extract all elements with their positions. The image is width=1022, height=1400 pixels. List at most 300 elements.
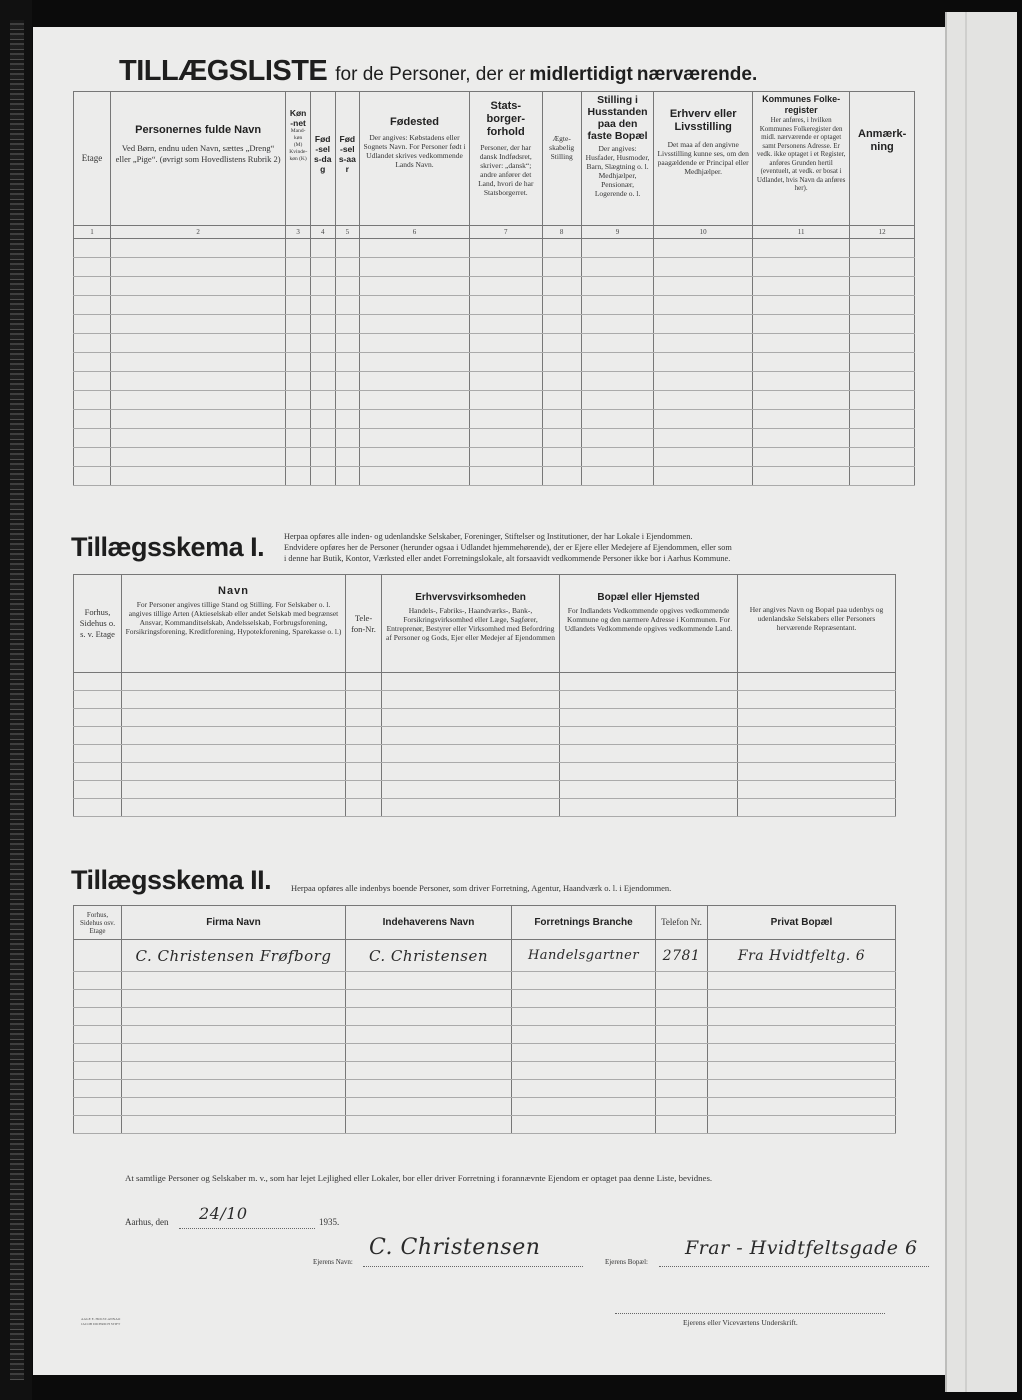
table-cell bbox=[654, 448, 752, 467]
s1-col-navn: Navn For Personer angives tillige Stand og Stilling. For Selskaber o. l. angives tillige Arten (Aktieselskab eller andet Selskab med begrænset Ansvar, Kommanditselskab, Andelsselskab, Forbrugsforening, Forsikringsforening, Kreditforening, Hypotekforening, Sparekasse o. l.) bbox=[122, 575, 346, 673]
table-cell bbox=[382, 691, 560, 709]
table-cell bbox=[346, 673, 382, 691]
table-cell bbox=[360, 334, 470, 353]
col-num: 7 bbox=[469, 226, 542, 239]
table-row bbox=[74, 334, 915, 353]
table-cell bbox=[310, 429, 335, 448]
table-cell bbox=[360, 277, 470, 296]
date-line bbox=[179, 1228, 315, 1229]
s1-col-etage: Forhus, Sidehus o. s. v. Etage bbox=[74, 575, 122, 673]
table-cell bbox=[122, 709, 346, 727]
table-cell bbox=[346, 709, 382, 727]
table-cell bbox=[512, 1116, 656, 1134]
table-cell bbox=[122, 781, 346, 799]
table-cell bbox=[469, 429, 542, 448]
table-cell bbox=[752, 296, 849, 315]
table-row bbox=[74, 799, 896, 817]
table-cell bbox=[542, 315, 581, 334]
skema2-title: Tillægsskema II. bbox=[71, 865, 272, 895]
table-cell bbox=[110, 372, 285, 391]
table-cell bbox=[286, 239, 311, 258]
table-cell bbox=[654, 296, 752, 315]
table-cell bbox=[74, 673, 122, 691]
table-cell bbox=[335, 315, 360, 334]
table-cell bbox=[360, 258, 470, 277]
table-cell bbox=[469, 239, 542, 258]
table-cell bbox=[560, 781, 738, 799]
col-num: 2 bbox=[110, 226, 285, 239]
table-cell bbox=[286, 467, 311, 486]
table-cell bbox=[122, 1062, 346, 1080]
date-handwritten: 24/10 bbox=[199, 1204, 248, 1223]
table-cell bbox=[74, 1008, 122, 1026]
table-cell bbox=[542, 239, 581, 258]
table-cell bbox=[360, 467, 470, 486]
table-row bbox=[74, 727, 896, 745]
table-cell bbox=[286, 296, 311, 315]
table-cell bbox=[656, 972, 708, 990]
col-anmaerkning: Anmærk-ning bbox=[850, 92, 915, 226]
table-cell bbox=[654, 277, 752, 296]
table-cell bbox=[286, 258, 311, 277]
table-cell bbox=[656, 1080, 708, 1098]
table-cell bbox=[310, 277, 335, 296]
table-cell bbox=[74, 799, 122, 817]
table-cell bbox=[346, 1026, 512, 1044]
table-row bbox=[74, 673, 896, 691]
col-name: Personernes fulde Navn Ved Børn, endnu uden Navn, sættes „Dreng“ eller „Pige“. (øvrigt som Hovedlistens Rubrik 2) bbox=[110, 92, 285, 226]
table-cell bbox=[74, 410, 111, 429]
s2-col-bopael: Privat Bopæl bbox=[708, 906, 896, 940]
table-row bbox=[74, 1008, 896, 1026]
table-cell bbox=[469, 410, 542, 429]
table-cell bbox=[656, 1044, 708, 1062]
table-cell bbox=[656, 1116, 708, 1134]
table-cell bbox=[74, 315, 111, 334]
table-cell bbox=[654, 353, 752, 372]
table-cell bbox=[122, 990, 346, 1008]
table-cell bbox=[738, 763, 896, 781]
table-row bbox=[74, 691, 896, 709]
table-cell bbox=[122, 1026, 346, 1044]
table-cell bbox=[310, 353, 335, 372]
table-row bbox=[74, 781, 896, 799]
table-cell bbox=[74, 277, 111, 296]
table-cell bbox=[360, 353, 470, 372]
table-cell bbox=[469, 391, 542, 410]
table-cell bbox=[738, 745, 896, 763]
table-cell bbox=[74, 972, 122, 990]
table-cell bbox=[382, 799, 560, 817]
s2-entry-branche: Handelsgartner bbox=[512, 940, 656, 972]
table-row bbox=[74, 391, 915, 410]
s2-col-firma: Firma Navn bbox=[122, 906, 346, 940]
skema1-title: Tillægsskema I. bbox=[71, 532, 265, 562]
table-cell bbox=[850, 467, 915, 486]
s2-entry-telefon: 2781 bbox=[656, 940, 708, 972]
table-cell bbox=[110, 277, 285, 296]
table-cell bbox=[512, 1008, 656, 1026]
table-cell bbox=[110, 391, 285, 410]
table-cell bbox=[542, 296, 581, 315]
col-koen: Køn-net Mand-køn (M) Kvinde-køn (K) bbox=[286, 92, 311, 226]
skema2-description: Herpaa opføres alle indenbys boende Personer, som driver Forretning, Agentur, Haandværk o. l. i Ejendommen. bbox=[291, 883, 672, 893]
table-cell bbox=[850, 315, 915, 334]
table-cell bbox=[850, 296, 915, 315]
table-cell bbox=[738, 673, 896, 691]
table-cell bbox=[850, 334, 915, 353]
table-cell bbox=[74, 429, 111, 448]
table-cell bbox=[74, 334, 111, 353]
table-cell bbox=[122, 972, 346, 990]
table-cell bbox=[286, 448, 311, 467]
table-cell bbox=[346, 1062, 512, 1080]
table-cell bbox=[335, 258, 360, 277]
table-cell bbox=[469, 277, 542, 296]
table-cell bbox=[581, 239, 654, 258]
table-cell bbox=[542, 467, 581, 486]
table-cell bbox=[286, 315, 311, 334]
table-cell bbox=[708, 1026, 896, 1044]
table-cell bbox=[335, 467, 360, 486]
owner-address-line bbox=[659, 1266, 929, 1267]
col-statsborger: Stats-borger-forhold Personer, der har dansk Indfødsret, skriver: „dansk“; andre anfører det Land, hvori de har Statsborgerret. bbox=[469, 92, 542, 226]
table-row bbox=[74, 990, 896, 1008]
table-cell bbox=[74, 691, 122, 709]
table-cell bbox=[654, 239, 752, 258]
table-cell bbox=[654, 334, 752, 353]
table-cell bbox=[335, 410, 360, 429]
table-cell bbox=[850, 448, 915, 467]
table-cell bbox=[654, 258, 752, 277]
owner-name-handwritten: C. Christensen bbox=[369, 1235, 541, 1260]
table-cell bbox=[512, 1044, 656, 1062]
table-cell bbox=[654, 467, 752, 486]
table-cell bbox=[110, 410, 285, 429]
table-row bbox=[74, 372, 915, 391]
table-cell bbox=[335, 391, 360, 410]
table-cell bbox=[656, 1008, 708, 1026]
table-cell bbox=[74, 1044, 122, 1062]
table-cell bbox=[581, 353, 654, 372]
table-cell bbox=[122, 1080, 346, 1098]
col-num: 6 bbox=[360, 226, 470, 239]
table-cell bbox=[382, 763, 560, 781]
table-cell bbox=[752, 334, 849, 353]
col-foedselsdag: Fød-sels-dag bbox=[310, 92, 335, 226]
table-cell bbox=[74, 391, 111, 410]
table-cell bbox=[74, 1098, 122, 1116]
table-cell bbox=[74, 372, 111, 391]
table-cell bbox=[752, 448, 849, 467]
table-cell bbox=[542, 277, 581, 296]
table-cell bbox=[286, 372, 311, 391]
table-cell bbox=[469, 372, 542, 391]
table-cell bbox=[346, 691, 382, 709]
table-cell bbox=[752, 391, 849, 410]
s2-entry-indehaver: C. Christensen bbox=[346, 940, 512, 972]
table-cell bbox=[752, 315, 849, 334]
s2-col-etage: Forhus, Sidehus osv. Etage bbox=[74, 906, 122, 940]
table-cell bbox=[122, 691, 346, 709]
table-cell bbox=[654, 391, 752, 410]
table-cell bbox=[346, 727, 382, 745]
table-cell bbox=[738, 727, 896, 745]
table-cell bbox=[542, 410, 581, 429]
s1-col-telefon: Tele-fon-Nr. bbox=[346, 575, 382, 673]
table-row bbox=[74, 940, 896, 972]
table-cell bbox=[752, 372, 849, 391]
table-cell bbox=[110, 429, 285, 448]
table-cell bbox=[74, 763, 122, 781]
next-page-edge bbox=[945, 12, 1017, 1392]
table-cell bbox=[752, 429, 849, 448]
table-cell bbox=[335, 448, 360, 467]
table-cell bbox=[654, 315, 752, 334]
table-cell bbox=[346, 1116, 512, 1134]
table-cell bbox=[360, 410, 470, 429]
table-cell bbox=[738, 781, 896, 799]
col-num: 3 bbox=[286, 226, 311, 239]
col-etage: Etage bbox=[74, 92, 111, 226]
table-cell bbox=[656, 990, 708, 1008]
table-cell bbox=[560, 709, 738, 727]
table-cell bbox=[581, 258, 654, 277]
table-cell bbox=[469, 448, 542, 467]
skema2-table bbox=[73, 905, 896, 1134]
table-cell bbox=[346, 799, 382, 817]
table-cell bbox=[310, 410, 335, 429]
book-binding bbox=[0, 0, 32, 1400]
table-cell bbox=[110, 448, 285, 467]
table-row bbox=[74, 315, 915, 334]
table-cell bbox=[752, 258, 849, 277]
table-cell bbox=[122, 1044, 346, 1062]
table-cell bbox=[752, 410, 849, 429]
table-cell bbox=[560, 799, 738, 817]
table-cell bbox=[286, 410, 311, 429]
s2-col-telefon: Telefon Nr. bbox=[656, 906, 708, 940]
table-row bbox=[74, 1098, 896, 1116]
table-cell bbox=[346, 1008, 512, 1026]
table-cell bbox=[346, 781, 382, 799]
table-cell bbox=[122, 745, 346, 763]
table-cell bbox=[708, 1116, 896, 1134]
table-cell bbox=[74, 781, 122, 799]
table-cell bbox=[656, 1062, 708, 1080]
table-cell bbox=[382, 673, 560, 691]
table-cell bbox=[542, 372, 581, 391]
table-cell bbox=[346, 972, 512, 990]
table-row bbox=[74, 1062, 896, 1080]
table-cell bbox=[310, 334, 335, 353]
table-cell bbox=[74, 745, 122, 763]
table-cell bbox=[122, 727, 346, 745]
table-cell bbox=[74, 353, 111, 372]
table-cell bbox=[335, 353, 360, 372]
col-aegteskab: Ægte-skabelig Stilling bbox=[542, 92, 581, 226]
table-cell bbox=[110, 353, 285, 372]
table-cell bbox=[122, 763, 346, 781]
table-cell bbox=[654, 410, 752, 429]
footer-statement: At samtlige Personer og Selskaber m. v., som har lejet Lejlighed eller Lokaler, bor eller driver Forretning i forannævnte Ejendom er optaget paa denne Liste, bevidnes. bbox=[125, 1173, 713, 1183]
table-cell bbox=[581, 372, 654, 391]
table-cell bbox=[346, 1044, 512, 1062]
table-cell bbox=[335, 334, 360, 353]
owner-address-handwritten: Frar - Hvidtfeltsgade 6 bbox=[685, 1237, 918, 1259]
table-cell bbox=[335, 372, 360, 391]
table-cell bbox=[850, 410, 915, 429]
s2-col-indehaver: Indehaverens Navn bbox=[346, 906, 512, 940]
table-cell bbox=[542, 391, 581, 410]
table-cell bbox=[74, 448, 111, 467]
s2-entry-etage bbox=[74, 940, 122, 972]
table-cell bbox=[110, 315, 285, 334]
table-cell bbox=[110, 334, 285, 353]
table-cell bbox=[360, 239, 470, 258]
table-cell bbox=[335, 429, 360, 448]
table-cell bbox=[469, 467, 542, 486]
col-folkeregister: Kommunes Folke-register Her anføres, i hvilken Kommunes Folkeregister den midl. nærværende er optaget samt Personens Adresse. Er vedk. ikke optaget i et Register, anføres Grunden hertil (eventuelt, at vedk. er bosat i Udlandet, hvis Navn da anføres her). bbox=[752, 92, 849, 226]
table-cell bbox=[581, 391, 654, 410]
table-cell bbox=[654, 372, 752, 391]
table-cell bbox=[310, 448, 335, 467]
owner-address-label: Ejerens Bopæl: bbox=[605, 1258, 648, 1266]
table-cell bbox=[74, 709, 122, 727]
s1-col-erhverv: Erhvervsvirksomheden Handels-, Fabriks-, Haandværks-, Bank-, Forsikringsvirksomhed eller Læge, Sagfører, Entreprenør, Bestyrer eller Virksomhed med Befordring af Personer og Gods, Ejer eller Medejer af Ejendommen bbox=[382, 575, 560, 673]
page-title: TILLÆGSLISTE for de Personer, der er midlertidigt nærværende. bbox=[119, 55, 758, 87]
table-cell bbox=[286, 429, 311, 448]
table-cell bbox=[512, 1062, 656, 1080]
table-cell bbox=[360, 391, 470, 410]
table-cell bbox=[122, 1008, 346, 1026]
table-cell bbox=[581, 429, 654, 448]
table-cell bbox=[360, 296, 470, 315]
table-cell bbox=[310, 258, 335, 277]
table-row bbox=[74, 1080, 896, 1098]
table-cell bbox=[581, 334, 654, 353]
table-cell bbox=[110, 467, 285, 486]
table-cell bbox=[335, 239, 360, 258]
table-cell bbox=[122, 799, 346, 817]
table-cell bbox=[382, 727, 560, 745]
table-cell bbox=[74, 1026, 122, 1044]
table-cell bbox=[110, 258, 285, 277]
printer-mark: AAGE E. HOLST-ANNAO JACOB DICHRICH STIFT bbox=[81, 1317, 121, 1326]
table-cell bbox=[708, 1080, 896, 1098]
table-cell bbox=[110, 239, 285, 258]
footer-city: Aarhus, den bbox=[125, 1217, 169, 1227]
s2-col-branche: Forretnings Branche bbox=[512, 906, 656, 940]
table-cell bbox=[752, 353, 849, 372]
table-row bbox=[74, 429, 915, 448]
col-num: 10 bbox=[654, 226, 752, 239]
col-stilling: Stilling i Husstanden paa den faste Bopæl Der angives: Husfader, Husmoder, Barn, Slægtning o. l. Medhjælper, Pensionær, Logerende o. l. bbox=[581, 92, 654, 226]
table-row bbox=[74, 277, 915, 296]
table-cell bbox=[74, 296, 111, 315]
table-cell bbox=[74, 990, 122, 1008]
col-num: 8 bbox=[542, 226, 581, 239]
signature-line bbox=[615, 1313, 885, 1314]
col-foedested: Fødested Der angives: Købstadens eller Sognets Navn. For Personer født i Udlandet skrives vedkommende Lands Navn. bbox=[360, 92, 470, 226]
table-cell bbox=[738, 709, 896, 727]
col-num: 11 bbox=[752, 226, 849, 239]
table-cell bbox=[310, 315, 335, 334]
table-cell bbox=[360, 372, 470, 391]
table-cell bbox=[346, 990, 512, 1008]
table-cell bbox=[122, 673, 346, 691]
table-cell bbox=[656, 1026, 708, 1044]
table-cell bbox=[382, 709, 560, 727]
table-cell bbox=[74, 239, 111, 258]
table-cell bbox=[74, 258, 111, 277]
table-cell bbox=[581, 448, 654, 467]
table-row bbox=[74, 258, 915, 277]
table-row bbox=[74, 448, 915, 467]
table-cell bbox=[310, 239, 335, 258]
table-cell bbox=[560, 727, 738, 745]
table-cell bbox=[752, 239, 849, 258]
table-cell bbox=[74, 727, 122, 745]
col-num: 4 bbox=[310, 226, 335, 239]
table-cell bbox=[542, 353, 581, 372]
table-cell bbox=[74, 1080, 122, 1098]
table-cell bbox=[469, 334, 542, 353]
table-cell bbox=[708, 1062, 896, 1080]
table-row bbox=[74, 1026, 896, 1044]
table-cell bbox=[708, 1008, 896, 1026]
skema1-table bbox=[73, 574, 896, 817]
table-cell bbox=[850, 353, 915, 372]
owner-name-label: Ejerens Navn: bbox=[313, 1258, 353, 1266]
table-cell bbox=[512, 1098, 656, 1116]
table-cell bbox=[469, 353, 542, 372]
table-cell bbox=[542, 448, 581, 467]
table-row bbox=[74, 296, 915, 315]
table-cell bbox=[469, 296, 542, 315]
table-cell bbox=[335, 296, 360, 315]
table-cell bbox=[850, 239, 915, 258]
s2-entry-bopael: Fra Hvidtfeltg. 6 bbox=[708, 940, 896, 972]
table-row bbox=[74, 745, 896, 763]
table-cell bbox=[850, 372, 915, 391]
tillaegsliste-table bbox=[73, 91, 915, 486]
table-cell bbox=[850, 391, 915, 410]
table-cell bbox=[752, 277, 849, 296]
col-erhverv: Erhverv eller Livsstilling Det maa af den angivne Livsstilling kunne ses, om den paagældende er Principal eller Medhjælper. bbox=[654, 92, 752, 226]
table-row bbox=[74, 1044, 896, 1062]
table-cell bbox=[286, 334, 311, 353]
table-cell bbox=[708, 1098, 896, 1116]
table-cell bbox=[360, 429, 470, 448]
table-cell bbox=[542, 334, 581, 353]
signature-label: Ejerens eller Viceværtens Underskrift. bbox=[683, 1318, 798, 1327]
table-cell bbox=[286, 391, 311, 410]
table-cell bbox=[122, 1116, 346, 1134]
table-cell bbox=[542, 429, 581, 448]
col-num: 5 bbox=[335, 226, 360, 239]
table-cell bbox=[560, 673, 738, 691]
table-cell bbox=[74, 1116, 122, 1134]
table-cell bbox=[286, 353, 311, 372]
table-cell bbox=[654, 429, 752, 448]
table-cell bbox=[581, 467, 654, 486]
table-cell bbox=[512, 990, 656, 1008]
table-cell bbox=[581, 296, 654, 315]
table-cell bbox=[512, 1026, 656, 1044]
table-cell bbox=[512, 972, 656, 990]
table-cell bbox=[110, 296, 285, 315]
